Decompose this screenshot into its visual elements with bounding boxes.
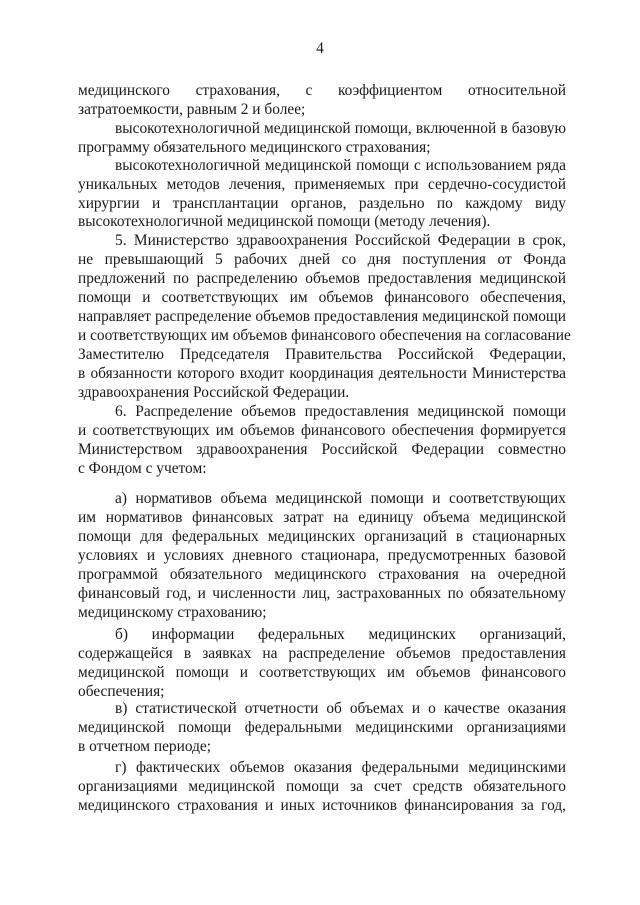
text-line: а) нормативов объема медицинской помощи и соответствующих (115, 490, 566, 507)
text-line: направляет распределение объемов предоставления медицинской помощи (78, 308, 566, 325)
text-line: б) информации федеральных медицинских организаций, (115, 626, 566, 643)
text-line: Заместителю Председателя Правительства Российской Федерации, (78, 346, 566, 363)
text-line: помощи для федеральных медицинских организаций в стационарных (78, 528, 566, 545)
text-line: программой обязательного медицинского страхования на очередной (78, 566, 566, 583)
text-line: медицинского страхования, с коэффициентом относительной (78, 82, 566, 99)
text-line: высокотехнологичной медицинской помощи с использованием ряда (115, 157, 566, 174)
text-line: 5. Министерство здравоохранения Российской Федерации в срок, (115, 232, 566, 249)
text-line: с Фондом с учетом: (78, 460, 207, 477)
text-line: не превышающий 5 рабочих дней со дня поступления от Фонда (78, 251, 566, 268)
text-line: 6. Распределение объемов предоставления медицинской помощи (115, 403, 566, 420)
text-line: хирургии и трансплантации органов, раздельно по каждому виду (78, 195, 566, 212)
text-line: здравоохранения Российской Федерации. (78, 384, 350, 401)
text-line: в) статистической отчетности об объемах и о качестве оказания (115, 700, 566, 717)
text-line: г) фактических объемов оказания федеральными медицинскими (115, 759, 566, 776)
text-line: медицинского страхования и иных источников финансирования за год, (78, 797, 566, 814)
text-line: условиях и условиях дневного стационара, предусмотренных базовой (78, 547, 566, 564)
text-line: финансовый год, и численности лиц, застрахованных по обязательному (78, 585, 566, 602)
text-line: помощи и соответствующих им объемов финансового обеспечения, (78, 289, 566, 306)
text-line: программу обязательного медицинского страхования; (78, 139, 431, 156)
text-line: и соответствующих им объемов финансового обеспечения формируется (78, 422, 566, 439)
text-line: медицинскому страхованию; (78, 604, 267, 621)
text-line: им нормативов финансовых затрат на единицу объема медицинской (78, 509, 566, 526)
page-number: 4 (316, 40, 324, 57)
text-line: уникальных методов лечения, применяемых при сердечно-сосудистой (78, 176, 566, 193)
text-line: организациями медицинской помощи за счет средств обязательного (78, 778, 566, 795)
text-line: содержащейся в заявках на распределение объемов предоставления (78, 645, 566, 662)
text-line: и соответствующих им объемов финансового обеспечения на согласование (78, 327, 571, 344)
text-line: медицинской помощи и соответствующих им объемов финансового (78, 664, 566, 681)
text-line: затратоемкости, равным 2 и более; (78, 101, 306, 118)
text-line: медицинской помощи федеральными медицинскими организациями (78, 719, 566, 736)
text-line: обеспечения; (78, 683, 165, 700)
text-line: Министерством здравоохранения Российской Федерации совместно (78, 441, 566, 458)
text-line: в отчетном периоде; (78, 738, 212, 755)
text-line: высокотехнологичной медицинской помощи (методу лечения). (78, 213, 491, 230)
text-line: предложений по распределению объемов предоставления медицинской (78, 270, 566, 287)
text-line: в обязанности которого входит координация деятельности Министерства (78, 365, 566, 382)
text-line: высокотехнологичной медицинской помощи, включенной в базовую (115, 120, 566, 137)
